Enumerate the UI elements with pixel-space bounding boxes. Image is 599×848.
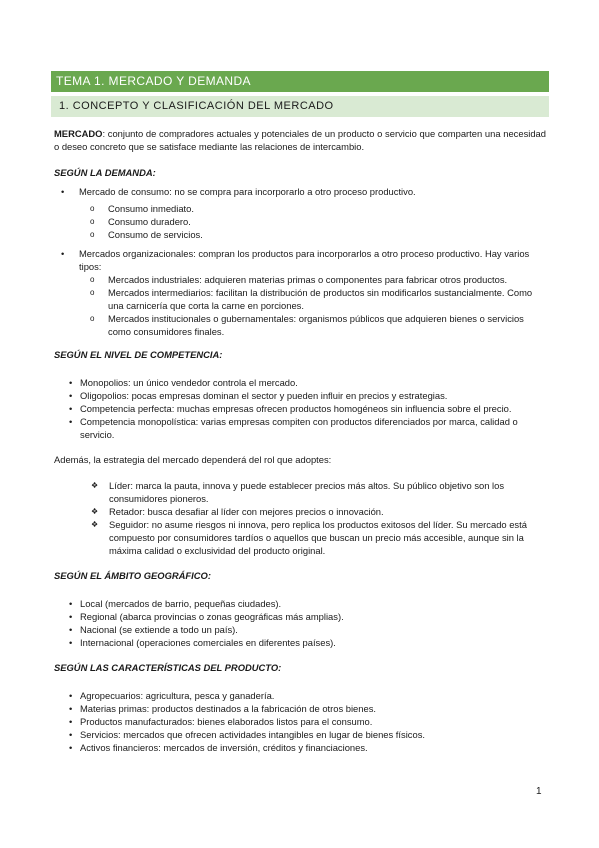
circle-bullet-icon: o	[90, 204, 95, 213]
list-item	[54, 286, 546, 312]
bullet-icon: •	[61, 186, 65, 197]
topic-title: TEMA 1. MERCADO Y DEMANDA	[51, 71, 549, 92]
diamond-bullet-icon: ❖	[91, 520, 99, 529]
list-item	[54, 728, 546, 741]
bullet-icon: •	[69, 703, 73, 714]
circle-bullet-icon: o	[90, 275, 95, 284]
list-item	[54, 636, 546, 649]
bullet-icon: •	[69, 598, 73, 609]
list-item-text: Mercados institucionales o gubernamentales: organismos públicos que adquieren bienes o servicios como consumidores finales.	[108, 313, 524, 337]
list-item-text: Mercados intermediarios: facilitan la distribución de productos sin modificarlos sustancialmente. Como una carnicería que corta la carne en porciones.	[108, 287, 533, 311]
list-item-text: Activos financieros: mercados de inversión, créditos y financiaciones.	[80, 742, 368, 753]
list-item-text: Local (mercados de barrio, pequeñas ciudades).	[80, 598, 282, 609]
heading-demanda: SEGÚN LA DEMANDA:	[54, 167, 156, 178]
heading-geografico: SEGÚN EL ÁMBITO GEOGRÁFICO:	[54, 570, 211, 581]
list-item	[54, 376, 546, 389]
circle-bullet-icon: o	[90, 314, 95, 323]
list-item	[54, 228, 546, 241]
circle-bullet-icon: o	[90, 288, 95, 297]
list-item	[54, 312, 546, 338]
list-item-text: Seguidor: no asume riesgos ni innova, pero replica los productos exitosos del líder. Su mercado está compuesto por consumidores tardíos o aquellos que buscan un precio más accesible, aunque sin la máxima calidad o exclusividad del producto original.	[109, 519, 527, 556]
list-item-text: Internacional (operaciones comerciales en diferentes países).	[80, 637, 336, 648]
bullet-icon: •	[69, 729, 73, 740]
bullet-icon: •	[69, 716, 73, 727]
list-item	[54, 247, 546, 273]
list-item-text: Competencia perfecta: muchas empresas ofrecen productos homogéneos sin influencia sobre el precio.	[80, 403, 512, 414]
list-item	[54, 215, 546, 228]
bullet-icon: •	[61, 248, 65, 259]
diamond-bullet-icon: ❖	[91, 481, 99, 490]
list-item	[54, 597, 546, 610]
estrategia-intro: Además, la estrategia del mercado dependerá del rol que adoptes:	[54, 454, 332, 465]
list-item-text: Agropecuarios: agricultura, pesca y ganadería.	[80, 690, 275, 701]
list-item-text: Competencia monopolística: varias empresas compiten con productos diferenciados por marca, calidad o servicio.	[80, 416, 518, 440]
list-item-text: Consumo duradero.	[108, 216, 191, 227]
list-item-text: Materias primas: productos destinados a la fabricación de otros bienes.	[80, 703, 376, 714]
bullet-icon: •	[69, 742, 73, 753]
list-item	[54, 715, 546, 728]
list-item	[54, 402, 546, 415]
demanda-list	[54, 185, 546, 338]
estrategia-list	[54, 479, 546, 557]
list-item	[54, 689, 546, 702]
list-item-text: Regional (abarca provincias o zonas geográficas más amplias).	[80, 611, 344, 622]
bullet-icon: •	[69, 611, 73, 622]
list-item-text: Mercados organizacionales: compran los productos para incorporarlos a otro proceso productivo. Hay varios tipos:	[79, 248, 530, 272]
circle-bullet-icon: o	[90, 217, 95, 226]
list-item	[54, 479, 546, 505]
circle-bullet-icon: o	[90, 230, 95, 239]
heading-competencia: SEGÚN EL NIVEL DE COMPETENCIA:	[54, 349, 223, 360]
list-item	[54, 415, 546, 441]
list-item-text: Retador: busca desafiar al líder con mejores precios o innovación.	[109, 506, 384, 517]
page-number: 1	[536, 786, 542, 797]
bullet-icon: •	[69, 403, 73, 414]
bullet-icon: •	[69, 624, 73, 635]
list-item	[54, 623, 546, 636]
list-item-text: Consumo de servicios.	[108, 229, 203, 240]
competencia-list	[54, 376, 546, 441]
list-item-text: Mercado de consumo: no se compra para incorporarlo a otro proceso productivo.	[79, 186, 416, 197]
list-item-text: Servicios: mercados que ofrecen actividades intangibles en lugar de bienes físicos.	[80, 729, 425, 740]
list-item	[54, 505, 546, 518]
definition-text: : conjunto de compradores actuales y potenciales de un producto o servicio que comparten una necesidad o deseo concreto que se satisface mediante las relaciones de intercambio.	[54, 128, 546, 152]
list-item-text: Nacional (se extiende a todo un país).	[80, 624, 238, 635]
list-item-text: Productos manufacturados: bienes elaborados listos para el consumo.	[80, 716, 373, 727]
bullet-icon: •	[69, 416, 73, 427]
document-body	[54, 127, 546, 754]
heading-producto: SEGÚN LAS CARACTERÍSTICAS DEL PRODUCTO:	[54, 662, 282, 673]
bullet-icon: •	[69, 690, 73, 701]
list-item-text: Líder: marca la pauta, innova y puede establecer precios más altos. Su público objetivo son los consumidores pioneros.	[109, 480, 505, 504]
list-item	[54, 202, 546, 215]
list-item-text: Consumo inmediato.	[108, 203, 194, 214]
bullet-icon: •	[69, 377, 73, 388]
list-item	[54, 273, 546, 286]
diamond-bullet-icon: ❖	[91, 507, 99, 516]
bullet-icon: •	[69, 637, 73, 648]
list-item	[54, 741, 546, 754]
list-item	[54, 389, 546, 402]
list-item-text: Monopolios: un único vendedor controla el mercado.	[80, 377, 298, 388]
bullet-icon: •	[69, 390, 73, 401]
market-definition	[54, 127, 546, 153]
section-title: 1. CONCEPTO Y CLASIFICACIÓN DEL MERCADO	[51, 96, 549, 117]
geografico-list	[54, 597, 546, 649]
producto-list	[54, 689, 546, 754]
definition-term: MERCADO	[54, 128, 103, 139]
list-item-text: Mercados industriales: adquieren materias primas o componentes para fabricar otros productos.	[108, 274, 508, 285]
list-item	[54, 610, 546, 623]
list-item-text: Oligopolios: pocas empresas dominan el sector y pueden influir en precios y estrategias.	[80, 390, 448, 401]
list-item	[54, 702, 546, 715]
list-item	[54, 185, 546, 198]
list-item	[54, 518, 546, 557]
